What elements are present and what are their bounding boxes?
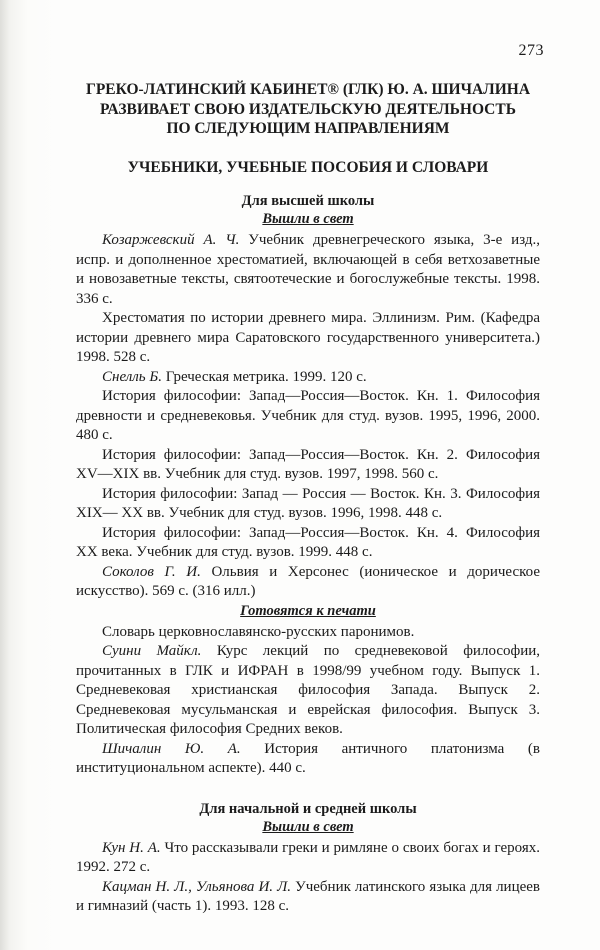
bibliography-entry bbox=[76, 524, 540, 563]
page-number: 273 bbox=[518, 42, 544, 59]
main-title-line-1: ГРЕКО-ЛАТИНСКИЙ КАБИНЕТ® (ГЛК) Ю. А. ШИЧАЛИНА bbox=[85, 81, 531, 98]
entry-author: Соколов Г. И. bbox=[102, 563, 201, 580]
subtitle: УЧЕБНИКИ, УЧЕБНЫЕ ПОСОБИЯ И СЛОВАРИ bbox=[127, 159, 489, 177]
entry-author: Шичалин Ю. А. bbox=[102, 740, 241, 757]
bibliography-entry bbox=[76, 839, 540, 878]
entry-author: Снелль Б. bbox=[102, 368, 162, 385]
section-heading-primary-school: Для начальной и средней школы bbox=[199, 800, 417, 817]
bibliography-entry bbox=[76, 368, 540, 388]
main-title-line-2: РАЗВИВАЕТ СВОЮ ИЗДАТЕЛЬСКУЮ ДЕЯТЕЛЬНОСТЬ bbox=[100, 100, 516, 118]
bibliography-entry bbox=[76, 642, 540, 740]
entry-text: Что рассказывали греки и римляне о своих богах и героях. 1992. 272 с. bbox=[76, 839, 540, 876]
entry-text: История античного платонизма (в институциональном аспекте). 440 с. bbox=[76, 740, 540, 777]
bibliography-entry bbox=[76, 878, 540, 917]
entry-text: Учебник латинского языка для лицеев и гимназий (часть 1). 1993. 128 с. bbox=[76, 878, 541, 915]
bibliography-entry bbox=[76, 446, 540, 485]
forthcoming-label-higher-school bbox=[76, 603, 540, 620]
main-title bbox=[76, 80, 540, 139]
entry-author: Кун Н. А. bbox=[102, 839, 161, 856]
bibliography-entry bbox=[76, 231, 540, 309]
published-label-higher-school bbox=[76, 211, 540, 228]
entry-text: Хрестоматия по истории древнего мира. Эллинизм. Рим. (Кафедра истории древнего мира Саратовского государственного университета.) 1998. 528 с. bbox=[76, 310, 540, 366]
bibliography-entry bbox=[76, 309, 540, 368]
bibliography-entry bbox=[76, 563, 540, 602]
section-heading-higher-school: Для высшей школы bbox=[241, 193, 375, 210]
bibliography-entry bbox=[76, 485, 540, 524]
entry-text: Ольвия и Херсонес (ионическое и дорическое искусство). 569 с. (316 илл.) bbox=[76, 563, 540, 600]
entry-text: Учебник древнегреческого языка, 3-е изд., испр. и дополненное хрестоматией, включающей в себя ветхозаветные и новозаветные тексты, святоотеческие и богослужебные тексты. 1998. 336 с. bbox=[76, 232, 540, 307]
entry-text: История философии: Запад — Россия — Восток. Кн. 3. Философия XIX— XX вв. Учебник для студ. вузов. 1996, 1998. 448 с. bbox=[76, 485, 540, 522]
published-label-text: Вышли в свет bbox=[262, 211, 354, 228]
entry-author: Суини Майкл. bbox=[102, 643, 202, 660]
main-title-line-3: ПО СЛЕДУЮЩИМ НАПРАВЛЕНИЯМ bbox=[166, 120, 450, 138]
entry-author: Кацман Н. Л., Ульянова И. Л. bbox=[102, 878, 292, 895]
bibliography-entry bbox=[76, 740, 540, 779]
entry-text: Греческая метрика. 1999. 120 с. bbox=[162, 368, 367, 385]
entry-text: Курс лекций по средневековой философии, прочитанных в ГЛК и ИФРАН в 1998/99 учебном году. Выпуск 1. Средневековая христианская философия Запада. Выпуск 2. Средневековая мусульманская и еврейская философия. Выпуск 3. Политическая философия Средних веков. bbox=[76, 643, 541, 738]
entry-author: Козаржевский А. Ч. bbox=[102, 232, 240, 249]
entry-text: История философии: Запад—Россия—Восток. Кн. 1. Философия древности и средневековья. Учебник для студ. вузов. 1995, 1996, 2000. 480 с. bbox=[76, 388, 540, 444]
forthcoming-label-text: Готовятся к печати bbox=[240, 602, 376, 619]
bibliography-entry bbox=[76, 623, 540, 643]
entry-text: История философии: Запад—Россия—Восток. Кн. 4. Философия XX века. Учебник для студ. вузов. 1999. 448 с. bbox=[76, 524, 540, 561]
published-label-primary-school bbox=[76, 819, 540, 836]
entry-text: История философии: Запад—Россия—Восток. Кн. 2. Философия XV—XIX вв. Учебник для студ. вузов. 1997, 1998. 560 с. bbox=[76, 446, 540, 483]
bibliography-entry bbox=[76, 387, 540, 446]
published-label-text: Вышли в свет bbox=[262, 818, 354, 835]
entry-text: Словарь церковнославянско-русских паронимов. bbox=[102, 623, 415, 640]
